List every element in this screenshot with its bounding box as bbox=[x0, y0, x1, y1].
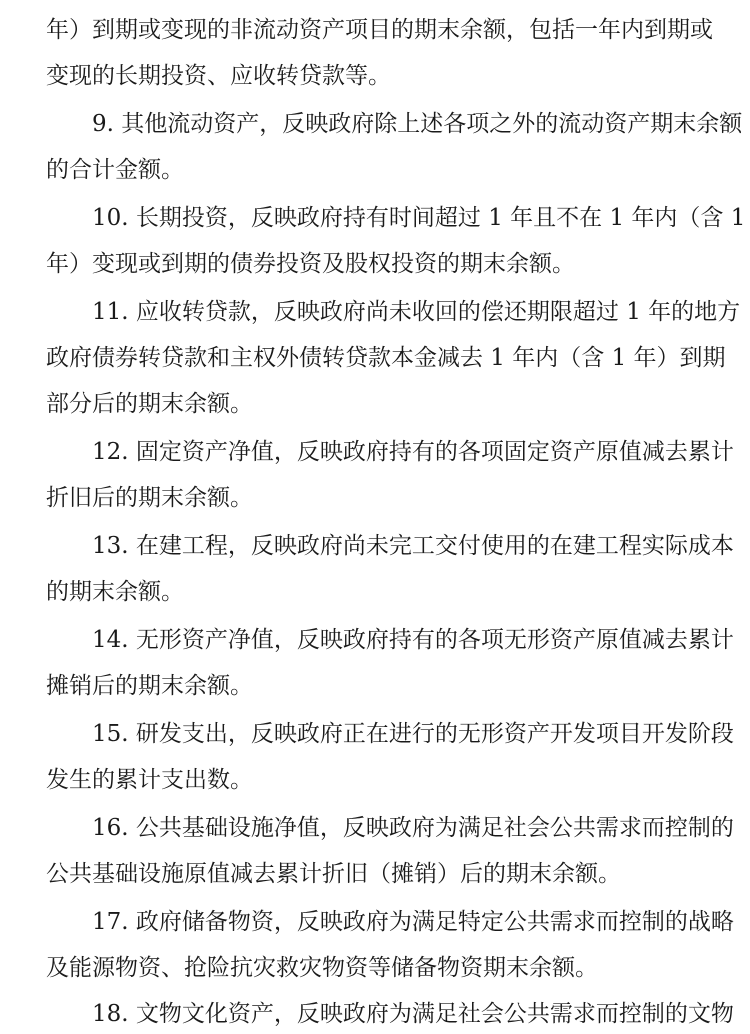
item-9-line: 9. 其他流动资产，反映政府除上述各项之外的流动资产期末余额 bbox=[92, 111, 743, 137]
item-16-line: 16. 公共基础设施净值，反映政府为满足社会公共需求而控制的 bbox=[92, 815, 734, 841]
text-line: 的合计金额。 bbox=[46, 157, 184, 183]
text-line: 折旧后的期末余额。 bbox=[46, 485, 253, 511]
text-line: 摊销后的期末余额。 bbox=[46, 673, 253, 699]
item-11-line: 11. 应收转贷款，反映政府尚未收回的偿还期限超过 1 年的地方 bbox=[92, 299, 741, 325]
item-14-line: 14. 无形资产净值，反映政府持有的各项无形资产原值减去累计 bbox=[92, 627, 734, 653]
text-line: 年）变现或到期的债券投资及股权投资的期末余额。 bbox=[46, 251, 575, 277]
item-17-line: 17. 政府储备物资，反映政府为满足特定公共需求而控制的战略 bbox=[92, 909, 734, 935]
item-13-line: 13. 在建工程，反映政府尚未完工交付使用的在建工程实际成本 bbox=[92, 533, 734, 559]
text-line: 政府债券转贷款和主权外债转贷款本金减去 1 年内（含 1 年）到期 bbox=[46, 345, 726, 371]
item-12-line: 12. 固定资产净值，反映政府持有的各项固定资产原值减去累计 bbox=[92, 439, 734, 465]
text-line: 及能源物资、抢险抗灾救灾物资等储备物资期末余额。 bbox=[46, 955, 598, 981]
item-15-line: 15. 研发支出，反映政府正在进行的无形资产开发项目开发阶段 bbox=[92, 721, 734, 747]
text-line: 变现的长期投资、应收转贷款等。 bbox=[46, 63, 391, 89]
item-18-line: 18. 文物文化资产，反映政府为满足社会公共需求而控制的文物 bbox=[92, 1001, 734, 1027]
text-line: 公共基础设施原值减去累计折旧（摊销）后的期末余额。 bbox=[46, 861, 621, 887]
text-line: 的期末余额。 bbox=[46, 579, 184, 605]
text-line: 发生的累计支出数。 bbox=[46, 767, 253, 793]
item-10-line: 10. 长期投资，反映政府持有时间超过 1 年且不在 1 年内（含 1 bbox=[92, 205, 746, 231]
text-line: 部分后的期末余额。 bbox=[46, 391, 253, 417]
text-line: 年）到期或变现的非流动资产项目的期末余额，包括一年内到期或 bbox=[46, 17, 713, 43]
